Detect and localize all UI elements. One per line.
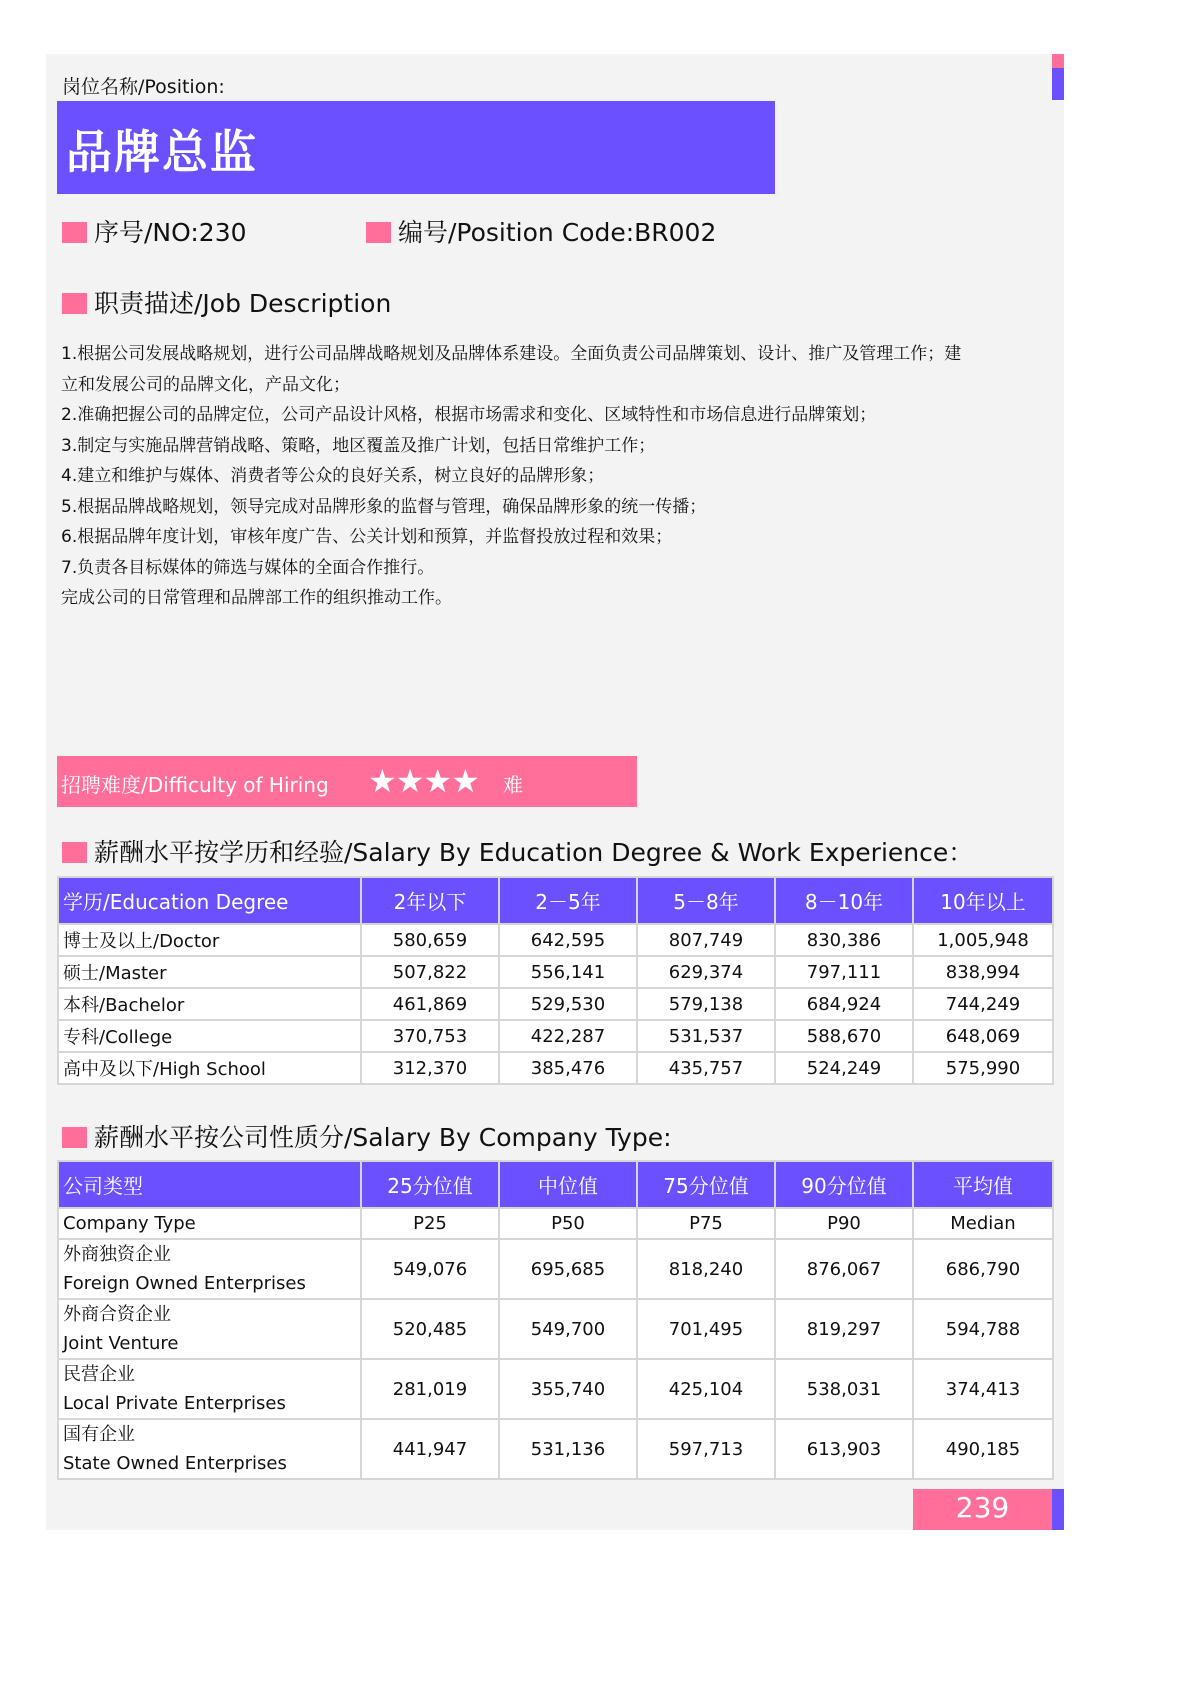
bullet-square-icon <box>62 222 87 243</box>
column-header: 10年以上 <box>913 877 1053 924</box>
table-cell: 818,240 <box>637 1239 775 1299</box>
company-table-heading <box>62 1118 672 1154</box>
corner-accent-purple <box>1052 68 1064 100</box>
table-cell: 524,249 <box>775 1052 913 1084</box>
row-label <box>58 1359 361 1419</box>
description-line: 完成公司的日常管理和品牌部工作的组织推动工作。 <box>61 588 452 608</box>
column-header: 8－10年 <box>775 877 913 924</box>
description-line: 5.根据品牌战略规划，领导完成对品牌形象的监督与管理，确保品牌形象的统一传播； <box>61 496 707 517</box>
table-cell: 575,990 <box>913 1052 1053 1084</box>
row-label-cn: 国有企业 <box>63 1424 135 1445</box>
table-cell: 370,753 <box>361 1020 499 1052</box>
education-salary-table <box>57 876 1054 1085</box>
hiring-difficulty-bar <box>57 756 637 807</box>
table-cell: 876,067 <box>775 1239 913 1299</box>
row-label <box>58 1419 361 1479</box>
column-header: 平均值 <box>913 1161 1053 1208</box>
bullet-square-icon <box>62 293 87 314</box>
column-header: 中位值 <box>499 1161 637 1208</box>
row-label-cn: 外商合资企业 <box>63 1304 171 1325</box>
position-number <box>62 213 247 249</box>
table-row <box>58 956 1053 988</box>
table-cell: 461,869 <box>361 988 499 1020</box>
job-description-body <box>61 339 1061 614</box>
page-number: 239 <box>955 1491 1010 1524</box>
description-line: 3.制定与实施品牌营销战略、策略，地区覆盖及推广计划，包括日常维护工作； <box>61 435 656 456</box>
table-row <box>58 988 1053 1020</box>
table-cell: 684,924 <box>775 988 913 1020</box>
table-cell: 686,790 <box>913 1239 1053 1299</box>
column-header: 75分位值 <box>637 1161 775 1208</box>
row-label: 本科/Bachelor <box>58 988 361 1020</box>
table-cell: 385,476 <box>499 1052 637 1084</box>
table-cell: 613,903 <box>775 1419 913 1479</box>
table-cell: 520,485 <box>361 1299 499 1359</box>
table-cell: 838,994 <box>913 956 1053 988</box>
row-label: 博士及以上/Doctor <box>58 924 361 956</box>
page-title: 品牌总监 <box>66 125 258 179</box>
table-cell: 648,069 <box>913 1020 1053 1052</box>
education-table-heading <box>62 833 973 869</box>
table-row <box>58 1359 1053 1419</box>
description-line: 2.准确把握公司的品牌定位，公司产品设计风格，根据市场需求和变化、区域特性和市场信息进行品牌策划； <box>61 405 877 425</box>
row-label-cn: 民营企业 <box>63 1364 135 1385</box>
description-line: 4.建立和维护与媒体、消费者等公众的良好关系，树立良好的品牌形象； <box>61 466 605 486</box>
company-type-salary-table <box>57 1160 1054 1480</box>
table-row <box>58 1419 1053 1479</box>
subheader-cell: P50 <box>499 1208 637 1239</box>
table-cell: 531,537 <box>637 1020 775 1052</box>
row-label-en: Joint Venture <box>63 1333 179 1354</box>
corner-accent-pink <box>1052 54 1064 68</box>
table-cell: 422,287 <box>499 1020 637 1052</box>
row-label <box>58 1299 361 1359</box>
table-subheader-row <box>58 1208 1053 1239</box>
table-cell: 830,386 <box>775 924 913 956</box>
table-cell: 588,670 <box>775 1020 913 1052</box>
description-line: 1.根据公司发展战略规划，进行公司品牌战略规划及品牌体系建设。全面负责公司品牌策划、设计、推广及管理工作；建 <box>61 344 962 364</box>
hiring-difficulty-label: 招聘难度/Difficulty of Hiring <box>61 773 329 797</box>
row-label: 专科/College <box>58 1020 361 1052</box>
table-cell: 580,659 <box>361 924 499 956</box>
table-cell: 441,947 <box>361 1419 499 1479</box>
table-cell: 1,005,948 <box>913 924 1053 956</box>
table-row <box>58 1299 1053 1359</box>
bullet-square-icon <box>366 222 391 243</box>
table-cell: 744,249 <box>913 988 1053 1020</box>
table-row <box>58 1239 1053 1299</box>
table-header-row <box>58 877 1053 924</box>
table-cell: 355,740 <box>499 1359 637 1419</box>
education-table-heading-text: 薪酬水平按学历和经验/Salary By Education Degree & Work Experience： <box>94 838 974 867</box>
table-cell: 507,822 <box>361 956 499 988</box>
table-cell: 490,185 <box>913 1419 1053 1479</box>
row-label-en: Local Private Enterprises <box>63 1393 286 1414</box>
hiring-difficulty-level: 难 <box>503 773 523 797</box>
table-cell: 579,138 <box>637 988 775 1020</box>
table-row <box>58 1020 1053 1052</box>
column-header: 90分位值 <box>775 1161 913 1208</box>
column-header: 学历/Education Degree <box>58 877 361 924</box>
column-header: 5－8年 <box>637 877 775 924</box>
table-cell: 435,757 <box>637 1052 775 1084</box>
subheader-cell: Company Type <box>58 1208 361 1239</box>
row-label: 高中及以下/High School <box>58 1052 361 1084</box>
table-cell: 594,788 <box>913 1299 1053 1359</box>
row-label-cn: 外商独资企业 <box>63 1244 171 1265</box>
column-header: 公司类型 <box>58 1161 361 1208</box>
table-cell: 642,595 <box>499 924 637 956</box>
table-cell: 538,031 <box>775 1359 913 1419</box>
description-line: 6.根据品牌年度计划，审核年度广告、公关计划和预算，并监督投放过程和效果； <box>61 527 673 547</box>
column-header: 2年以下 <box>361 877 499 924</box>
subheader-cell: P75 <box>637 1208 775 1239</box>
table-cell: 549,076 <box>361 1239 499 1299</box>
column-header: 2－5年 <box>499 877 637 924</box>
position-label: 岗位名称/Position: <box>62 76 225 98</box>
page-number-accent <box>1052 1489 1064 1530</box>
row-label <box>58 1239 361 1299</box>
bullet-square-icon <box>62 1127 87 1148</box>
job-description-heading-text: 职责描述/Job Description <box>94 289 392 318</box>
table-cell: 597,713 <box>637 1419 775 1479</box>
table-cell: 529,530 <box>499 988 637 1020</box>
bullet-square-icon <box>62 842 87 863</box>
table-row <box>58 1052 1053 1084</box>
column-header: 25分位值 <box>361 1161 499 1208</box>
table-row <box>58 924 1053 956</box>
table-cell: 531,136 <box>499 1419 637 1479</box>
position-number-text: 序号/NO:230 <box>94 218 247 247</box>
table-cell: 629,374 <box>637 956 775 988</box>
row-label-en: State Owned Enterprises <box>63 1453 287 1474</box>
description-line: 立和发展公司的品牌文化，产品文化； <box>61 374 350 395</box>
subheader-cell: P25 <box>361 1208 499 1239</box>
position-code <box>366 213 716 249</box>
table-cell: 807,749 <box>637 924 775 956</box>
row-label-en: Foreign Owned Enterprises <box>63 1273 306 1294</box>
table-cell: 819,297 <box>775 1299 913 1359</box>
table-cell: 701,495 <box>637 1299 775 1359</box>
table-cell: 425,104 <box>637 1359 775 1419</box>
row-label: 硕士/Master <box>58 956 361 988</box>
company-table-heading-text: 薪酬水平按公司性质分/Salary By Company Type: <box>94 1123 672 1152</box>
subheader-cell: P90 <box>775 1208 913 1239</box>
star-rating-icon: ★★★★ <box>368 762 479 800</box>
job-description-heading <box>62 284 391 320</box>
table-cell: 281,019 <box>361 1359 499 1419</box>
position-code-text: 编号/Position Code:BR002 <box>398 218 717 247</box>
subheader-cell: Median <box>913 1208 1053 1239</box>
table-header-row <box>58 1161 1053 1208</box>
table-cell: 549,700 <box>499 1299 637 1359</box>
table-cell: 695,685 <box>499 1239 637 1299</box>
table-cell: 556,141 <box>499 956 637 988</box>
description-line: 7.负责各目标媒体的筛选与媒体的全面合作推行。 <box>61 557 435 578</box>
table-cell: 312,370 <box>361 1052 499 1084</box>
table-cell: 374,413 <box>913 1359 1053 1419</box>
table-cell: 797,111 <box>775 956 913 988</box>
